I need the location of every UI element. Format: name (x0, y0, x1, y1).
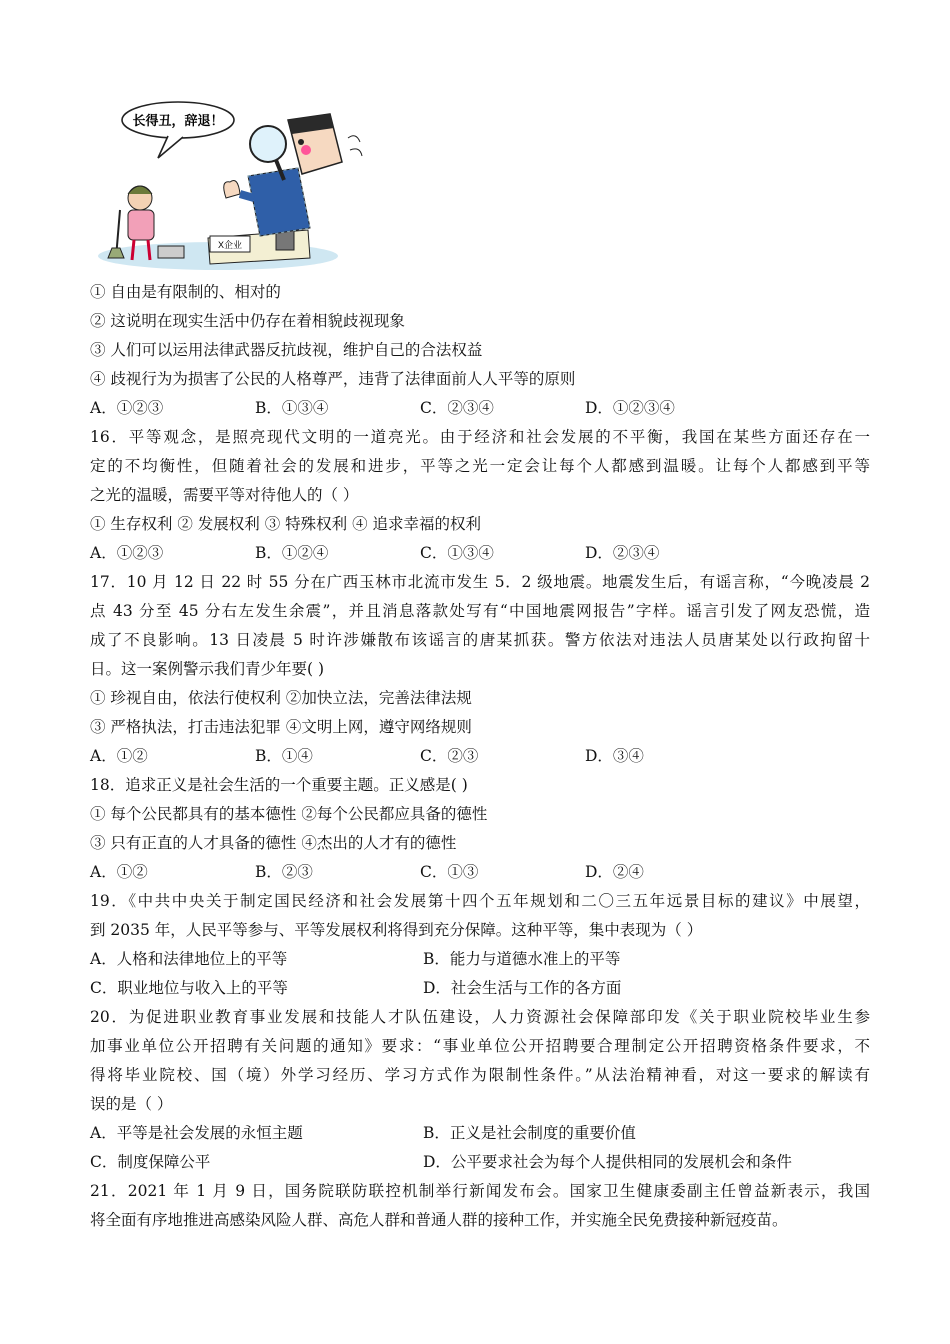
q17-option-d[interactable]: D．③④ (585, 747, 644, 765)
q20-options-row-2 (90, 1148, 870, 1177)
q17-stem-3: 成了不良影响。13 日凌晨 5 时许涉嫌散布该谣言的唐某抓获。警方依法对违法人员唐某处以行政拘留十 (90, 631, 870, 649)
q16-stem-3: 之光的温暖，需要平等对待他人的（ ） (90, 486, 359, 504)
q17-option-b[interactable]: B．①④ (255, 747, 313, 765)
q20-options-row-1 (90, 1119, 870, 1148)
q20-stem-2: 加事业单位公开招聘有关问题的通知》要求：“事业单位公开招聘要合理制定公开招聘资格条件要求，不 (90, 1037, 870, 1055)
q15-option-b[interactable]: B．①③④ (255, 399, 329, 417)
q18-option-a[interactable]: A．①② (90, 863, 148, 881)
q20-stem-1: 20．为促进职业教育事业发展和技能人才队伍建设，人力资源社会保障部印发《关于职业院校毕业生参 (90, 1008, 870, 1026)
q20-option-b[interactable]: B．正义是社会制度的重要价值 (423, 1124, 636, 1142)
q15-option-a[interactable]: A．①②③ (90, 399, 164, 417)
q19-option-c[interactable]: C．职业地位与收入上的平等 (90, 979, 288, 997)
q15-option-d[interactable]: D．①②③④ (585, 399, 675, 417)
q19-stem-1: 19．《中共中央关于制定国民经济和社会发展第十四个五年规划和二〇三五年远景目标的建议》中展望， (90, 892, 870, 910)
q19-options-row-1 (90, 945, 870, 974)
q18-item-2: ③ 只有正直的人才具备的德性 ④杰出的人才有的德性 (90, 834, 457, 852)
q21-stem-2: 将全面有序地推进高感染风险人群、高危人群和普通人群的接种工作，并实施全民免费接种新冠疫苗。 (90, 1211, 788, 1229)
q16-items: ① 生存权利 ② 发展权利 ③ 特殊权利 ④ 追求幸福的权利 (90, 515, 481, 533)
q15-item-1: ① 自由是有限制的、相对的 (90, 283, 281, 301)
q16-option-b[interactable]: B．①②④ (255, 544, 329, 562)
q17-item-1: ① 珍视自由，依法行使权利 ②加快立法，完善法律法规 (90, 689, 472, 707)
q18-item-1: ① 每个公民都具有的基本德性 ②每个公民都应具备的德性 (90, 805, 488, 823)
q17-option-a[interactable]: A．①② (90, 747, 148, 765)
q15-option-c[interactable]: C．②③④ (420, 399, 494, 417)
q15-item-2: ② 这说明在现实生活中仍存在着相貌歧视现象 (90, 312, 405, 330)
q15-item-4: ④ 歧视行为为损害了公民的人格尊严，违背了法律面前人人平等的原则 (90, 370, 576, 388)
q17-stem-1: 17．10 月 12 日 22 时 55 分在广西玉林市北流市发生 5．2 级地震。地震发生后，有谣言称，“今晚凌晨 2 (90, 573, 870, 591)
q17-stem-2: 点 43 分至 45 分右左发生余震”，并且消息落款处写有“中国地震网报告”字样。谣言引发了网友恐慌，造 (90, 602, 870, 620)
q16-options (90, 539, 870, 568)
cartoon-illustration (98, 98, 376, 270)
q17-options (90, 742, 870, 771)
q20-option-d[interactable]: D．公平要求社会为每个人提供相同的发展机会和条件 (423, 1153, 792, 1171)
q16-stem-1: 16．平等观念，是照亮现代文明的一道亮光。由于经济和社会发展的不平衡，我国在某些方面还存在一 (90, 428, 870, 446)
q18-options (90, 858, 870, 887)
q16-option-a[interactable]: A．①②③ (90, 544, 164, 562)
desk-sign-text: X企业 (217, 240, 243, 250)
q17-item-2: ③ 严格执法，打击违法犯罪 ④文明上网，遵守网络规则 (90, 718, 472, 736)
q19-options-row-2 (90, 974, 870, 1003)
speech-text: 长得丑，辞退！ (132, 113, 224, 128)
exam-content (90, 278, 870, 1235)
q16-option-c[interactable]: C．①③④ (420, 544, 494, 562)
q20-stem-4: 误的是（ ） (90, 1095, 173, 1113)
q16-stem-2: 定的不均衡性，但随着社会的发展和进步，平等之光一定会让每个人都感到温暖。让每个人都感到平等 (90, 457, 870, 475)
q20-option-c[interactable]: C．制度保障公平 (90, 1153, 211, 1171)
q19-option-d[interactable]: D．社会生活与工作的各方面 (423, 979, 622, 997)
q19-stem-2: 到 2035 年，人民平等参与、平等发展权利将得到充分保障。这种平等，集中表现为（ ） (90, 921, 703, 939)
q19-option-a[interactable]: A．人格和法律地位上的平等 (90, 950, 288, 968)
q18-stem: 18．追求正义是社会生活的一个重要主题。正义感是( ) (90, 776, 468, 794)
q20-option-a[interactable]: A．平等是社会发展的永恒主题 (90, 1124, 303, 1142)
q18-option-b[interactable]: B．②③ (255, 863, 313, 881)
q17-option-c[interactable]: C．②③ (420, 747, 479, 765)
q18-option-d[interactable]: D．②④ (585, 863, 644, 881)
q21-stem-1: 21．2021 年 1 月 9 日，国务院联防联控机制举行新闻发布会。国家卫生健康委副主任曾益新表示，我国 (90, 1182, 870, 1200)
q15-options (90, 394, 870, 423)
q17-stem-4: 日。这一案例警示我们青少年要( ) (90, 660, 325, 678)
q20-stem-3: 得将毕业院校、国（境）外学习经历、学习方式作为限制性条件。”从法治精神看，对这一要求的解读有 (90, 1066, 870, 1084)
q18-option-c[interactable]: C．①③ (420, 863, 479, 881)
q16-option-d[interactable]: D．②③④ (585, 544, 660, 562)
q15-item-3: ③ 人们可以运用法律武器反抗歧视，维护自己的合法权益 (90, 341, 483, 359)
q19-option-b[interactable]: B．能力与道德水准上的平等 (423, 950, 621, 968)
